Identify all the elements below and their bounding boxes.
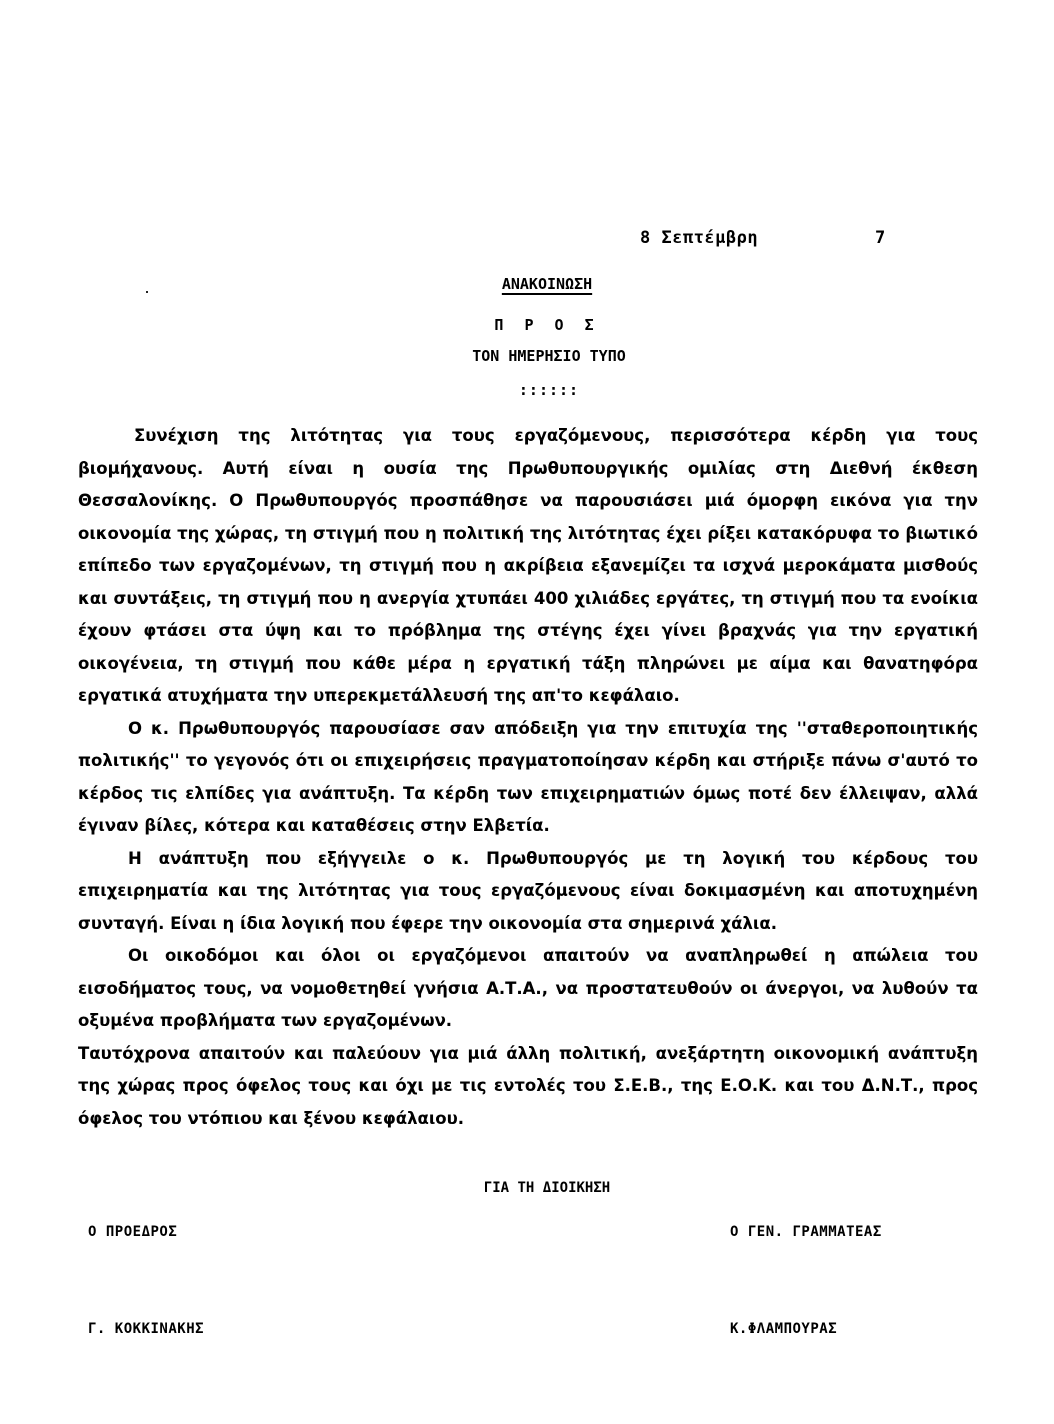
- body-paragraph-4: Οι οικοδόμοι και όλοι οι εργαζόμενοι απαιτούν να αναπληρωθεί η απώλεια του εισοδήματος τους, να νομοθετηθεί γνήσια Α.Τ.Α., να προστατευθούν οι άνεργοι, να λυθούν τα οξυμένα προβλήματα των εργαζομένων.: [78, 946, 978, 1030]
- body-paragraph-1: Συνέχιση της λιτότητας για τους εργαζόμενους, περισσότερα κέρδη για τους βιομήχανους. Αυτή είναι η ουσία της Πρωθυπουργικής ομιλίας στη Διεθνή έκθεση Θεσσαλονίκης. Ο Πρωθυπουργός προσπάθησε να παρουσιάσει μιά όμορφη εικόνα για την οικονομία της χώρας, τη στιγμή που η πολιτική της λιτότητας έχει ρίξει κατακόρυφα το βιωτικό επίπεδο των εργαζομένων, τη στιγμή που η ακρίβεια εξανεμίζει τα ισχνά μεροκάματα μισθούς και συντάξεις, τη στιγμή που η ανεργία χτυπάει 400 χιλιάδες εργάτες, τη στιγμή που τα ενοίκια έχουν φτάσει στα ύψη και το πρόβλημα της στέγης έχει γίνει βραχνάς για την εργατική οικογένεια, τη στιγμή που κάθε μέρα η εργατική τάξη πληρώνει με αίμα και θανατηφόρα εργατικά ατυχήματα την υπερεκμετάλλευσή της απ'το κεφάλαιο.: [78, 426, 978, 705]
- signoff-heading: ΓΙΑ ΤΗ ΔΙΟΙΚΗΣΗ: [483, 1180, 611, 1196]
- secretary-role: Ο ΓΕΝ. ΓΡΑΜΜΑΤΕΑΣ: [730, 1224, 882, 1240]
- year-text: 7: [875, 228, 886, 248]
- president-name: Γ. ΚΟΚΚΙΝΑΚΗΣ: [88, 1321, 205, 1337]
- secretary-name: Κ.ΦΛΑΜΠΟΥΡΑΣ: [730, 1321, 838, 1337]
- body-paragraph-2: Ο κ. Πρωθυπουργός παρουσίασε σαν απόδειξη για την επιτυχία της ''σταθεροποιητικής πολιτικής'' το γεγονός ότι οι επιχειρήσεις πραγματοποίησαν κέρδη και στήριξε πάνω σ'αυτό το κέρδος τις ελπίδες για ανάπτυξη. Τα κέρδη των επιχειρηματιών όμως ποτέ δεν έλλειψαν, αλλά έγιναν βίλες, κότερα και καταθέσεις στην Ελβετία.: [78, 718, 978, 835]
- president-role: Ο ΠΡΟΕΔΡΟΣ: [88, 1224, 178, 1240]
- separator-mark: ::::::: [518, 381, 580, 399]
- recipient-heading: ΤΟΝ ΗΜΕΡΗΣΙΟ ΤΥΠΟ: [472, 347, 626, 365]
- announcement-body: [78, 420, 978, 1135]
- announcement-heading: [0, 275, 1054, 293]
- announcement-text: ΑΝΑΚΟΙΝΩΣΗ: [501, 275, 593, 293]
- body-paragraph-5: Ταυτόχρονα απαιτούν και παλεύουν για μιά άλλη πολιτική, ανεξάρτητη οικονομική ανάπτυξη της χώρας προς όφελος τους και όχι με τις εντολές του Σ.Ε.Β., της Ε.Ο.Κ. και του Δ.Ν.Τ., προς όφελος του ντόπιου και ξένου κεφάλαιου.: [78, 1043, 978, 1128]
- pros-heading: Π Ρ Ο Σ: [494, 316, 600, 334]
- date-line: [640, 228, 886, 248]
- body-paragraph-3: Η ανάπτυξη που εξήγγειλε ο κ. Πρωθυπουργός με τη λογική του κέρδους του επιχειρηματία και της λιτότητας για τους εργαζόμενους είναι δοκιμασμένη και αποτυχημένη συνταγή. Είναι η ίδια λογική που έφερε την οικονομία στα σημερινά χάλια.: [78, 848, 978, 933]
- date-text: 8 Σεπτέμβρη: [640, 228, 759, 248]
